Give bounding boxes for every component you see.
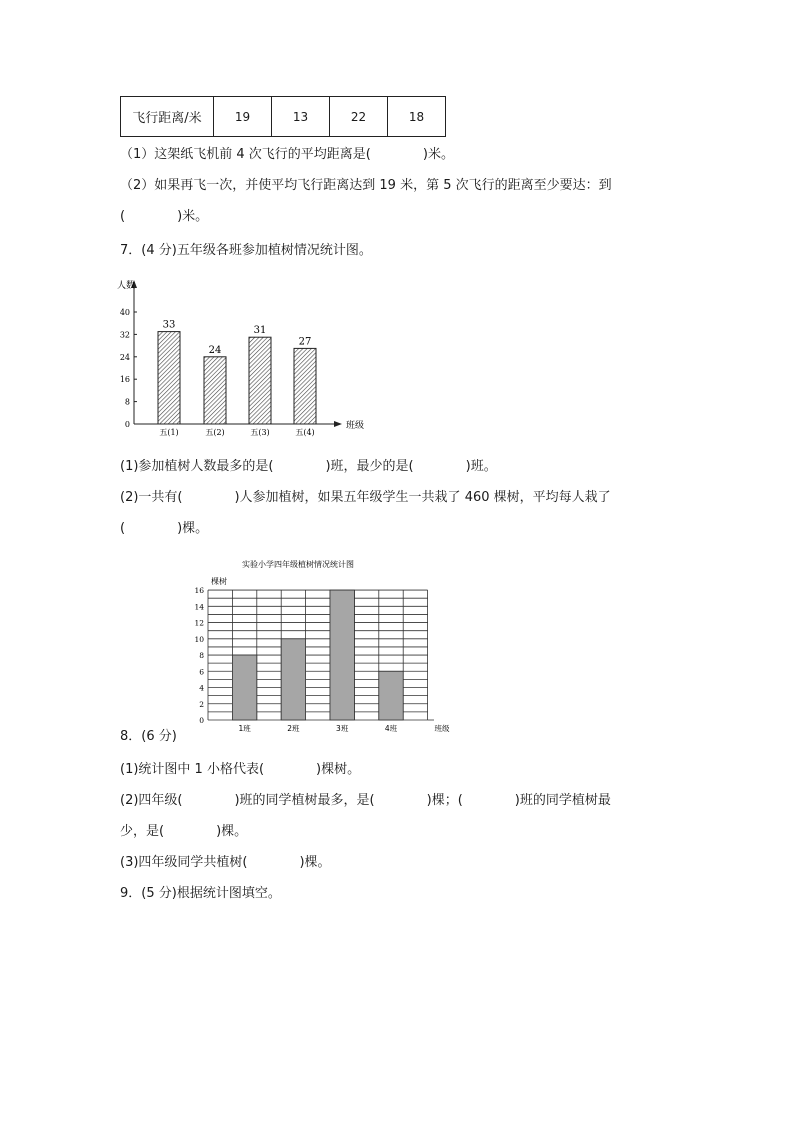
chart-grade4-planting <box>190 552 460 740</box>
y-axis-title: 棵树 <box>211 577 227 586</box>
y-tick-label: 24 <box>119 352 130 362</box>
y-tick-label: 12 <box>194 618 204 628</box>
x-tick-label: 五(1) <box>159 428 179 437</box>
y-tick-label: 16 <box>119 375 130 385</box>
bar <box>294 348 316 424</box>
y-tick-label: 10 <box>194 634 204 644</box>
bar <box>232 655 256 720</box>
x-tick-label: 五(2) <box>205 428 225 437</box>
data-label: 27 <box>298 336 312 348</box>
y-tick-label: 8 <box>124 397 130 407</box>
q8-sub2: (2)四年级( )班的同学植树最多，是( )棵；( )班的同学植树最 <box>120 793 611 808</box>
y-tick-label: 16 <box>194 586 204 596</box>
y-tick-label: 14 <box>194 602 204 612</box>
q6-sub1: （1）这架纸飞机前 4 次飞行的平均距离是( )米。 <box>120 147 454 162</box>
x-axis-title: 班级 <box>434 724 450 733</box>
data-label: 33 <box>162 319 176 331</box>
x-tick-label: 五(3) <box>250 428 270 437</box>
chart-title: 实验小学四年级植树情况统计图 <box>242 560 354 569</box>
chart1-labels <box>117 279 364 437</box>
data-label: 24 <box>208 344 222 356</box>
q9-title: 9．(5 分)根据统计图填空。 <box>120 886 281 901</box>
bar <box>379 671 403 720</box>
table-header-cell: 飞行距离/米 <box>121 97 214 137</box>
x-axis-arrow <box>334 421 342 427</box>
table-cell: 13 <box>272 97 330 137</box>
table-cell: 22 <box>330 97 388 137</box>
y-tick-label: 0 <box>199 716 204 725</box>
q6-sub3: ( )米。 <box>120 209 209 224</box>
q6-sub2: （2）如果再飞一次，并使平均飞行距离达到 19 米，第 5 次飞行的距离至少要达：到 <box>120 178 612 193</box>
x-tick-label: 3班 <box>336 724 349 733</box>
table-cell: 18 <box>388 97 446 137</box>
x-tick-label: 2班 <box>287 724 300 733</box>
bar <box>204 357 226 424</box>
y-tick-label: 2 <box>199 699 204 709</box>
q8-sub1: (1)统计图中 1 小格代表( )棵树。 <box>120 762 361 777</box>
x-tick-label: 五(4) <box>295 428 315 437</box>
q7-sub2: (2)一共有( )人参加植树，如果五年级学生一共栽了 460 棵树，平均每人栽了 <box>120 490 611 505</box>
x-axis-title: 班级 <box>346 421 365 431</box>
table-row <box>121 97 446 137</box>
data-label: 31 <box>253 325 267 337</box>
bar <box>158 332 180 424</box>
bar <box>249 337 271 424</box>
y-tick-label: 0 <box>124 420 130 429</box>
x-tick-label: 4班 <box>384 724 398 733</box>
y-tick-label: 8 <box>199 651 204 661</box>
flight-distance-table <box>120 96 446 137</box>
y-tick-label: 4 <box>199 683 204 693</box>
q7-sub3: ( )棵。 <box>120 521 209 536</box>
chart1-bars <box>158 332 316 424</box>
q8-sub3: 少，是( )棵。 <box>120 824 248 839</box>
q7-title: 7．(4 分)五年级各班参加植树情况统计图。 <box>120 243 372 258</box>
y-axis-title: 人数 <box>116 281 136 291</box>
q8-title: 8．(6 分) <box>120 729 177 744</box>
bar <box>330 590 354 720</box>
bar <box>281 639 305 720</box>
q8-sub4: (3)四年级同学共植树( )棵。 <box>120 855 331 870</box>
y-tick-label: 6 <box>199 667 204 677</box>
q7-sub1: (1)参加植树人数最多的是( )班，最少的是( )班。 <box>120 459 497 474</box>
chart-class-planting <box>112 276 382 444</box>
y-tick-label: 32 <box>119 330 130 340</box>
table-cell: 19 <box>214 97 272 137</box>
y-tick-label: 40 <box>119 308 130 317</box>
x-tick-label: 1班 <box>238 724 251 733</box>
